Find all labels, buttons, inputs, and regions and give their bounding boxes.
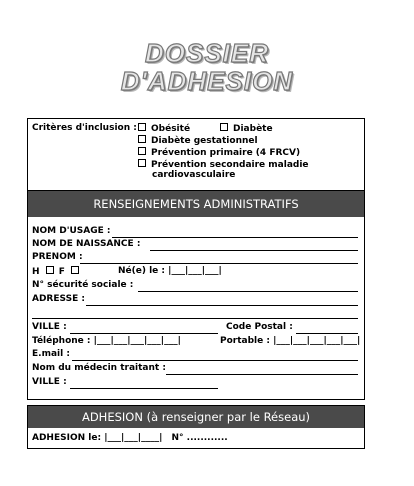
admin-header: RENSEIGNEMENTS ADMINISTRATIFS [28,191,364,217]
checkbox-icon[interactable] [71,266,79,274]
birth-date-field[interactable]: |___|___|___| [168,266,222,276]
criteria-diabete-gestationnel[interactable]: Diabète gestationnel [138,135,258,146]
prenom-field[interactable] [80,263,358,264]
nom-usage-field[interactable] [112,237,358,238]
checkbox-icon[interactable] [220,123,228,131]
secu-label: N° sécurité sociale : [32,280,134,290]
ville-label: VILLE : [32,322,67,332]
checkbox-icon[interactable] [138,159,146,167]
sexe-f-label: F [58,267,65,277]
adhesion-label: ADHESION le: [32,433,102,443]
adhesion-number-field[interactable]: N° ............ [171,433,228,443]
checkbox-icon[interactable] [138,135,146,143]
sexe-h-label: H [32,267,40,277]
telephone-field[interactable]: |___|___|___|___|___| [93,336,181,346]
portable-field[interactable]: |___|___|___|___|___| [273,336,361,346]
portable-row [220,336,360,346]
criteria-section [27,118,365,190]
portable-label: Portable : [220,336,270,346]
prenom-label: PRENOM : [32,252,83,262]
telephone-row [32,336,181,346]
adhesion-date-field[interactable]: |___|___|____| [104,433,163,443]
ville-field[interactable] [70,333,218,334]
adresse-field[interactable] [86,305,358,306]
code-postal-field[interactable] [296,333,358,334]
nom-usage-label: NOM D'USAGE : [32,226,111,236]
email-label: E.mail : [32,349,70,359]
ne-le-label: Né(e) le : [118,266,166,276]
adhesion-header: ADHESION (à renseigner par le Réseau) [28,406,364,428]
adhesion-row [32,433,228,443]
adresse-label: ADRESSE : [32,294,85,304]
title-line-1: DOSSIER [144,38,270,68]
secu-field[interactable] [138,291,358,292]
adresse-field-line-2[interactable] [32,318,358,319]
checkbox-icon[interactable] [138,147,146,155]
criteria-cardiovasculaire: cardiovasculaire [152,170,236,180]
title-line-2: D'ADHESION [120,66,294,96]
nom-naissance-label: NOM DE NAISSANCE : [32,239,141,249]
telephone-label: Téléphone : [32,336,91,346]
checkbox-icon[interactable] [46,266,54,274]
checkbox-icon[interactable] [138,123,146,131]
adhesion-section [27,405,365,449]
ville2-field[interactable] [70,388,218,389]
criteria-prevention-secondaire[interactable]: Prévention secondaire maladie [138,159,309,170]
sexe-row [32,266,84,277]
medecin-field[interactable] [166,374,358,375]
criteria-obesite[interactable]: Obésité [138,123,190,134]
naissance-date-row [118,266,222,276]
criteria-prevention-primaire[interactable]: Prévention primaire (4 FRCV) [138,147,300,158]
admin-section [27,190,365,400]
nom-naissance-field[interactable] [150,250,358,251]
ville2-label: VILLE : [32,377,67,387]
criteria-label: Critères d'inclusion : [32,123,137,133]
code-postal-label: Code Postal : [226,322,293,332]
medecin-label: Nom du médecin traitant : [32,363,166,373]
email-field[interactable] [72,360,358,361]
criteria-diabete[interactable]: Diabète [220,123,273,134]
